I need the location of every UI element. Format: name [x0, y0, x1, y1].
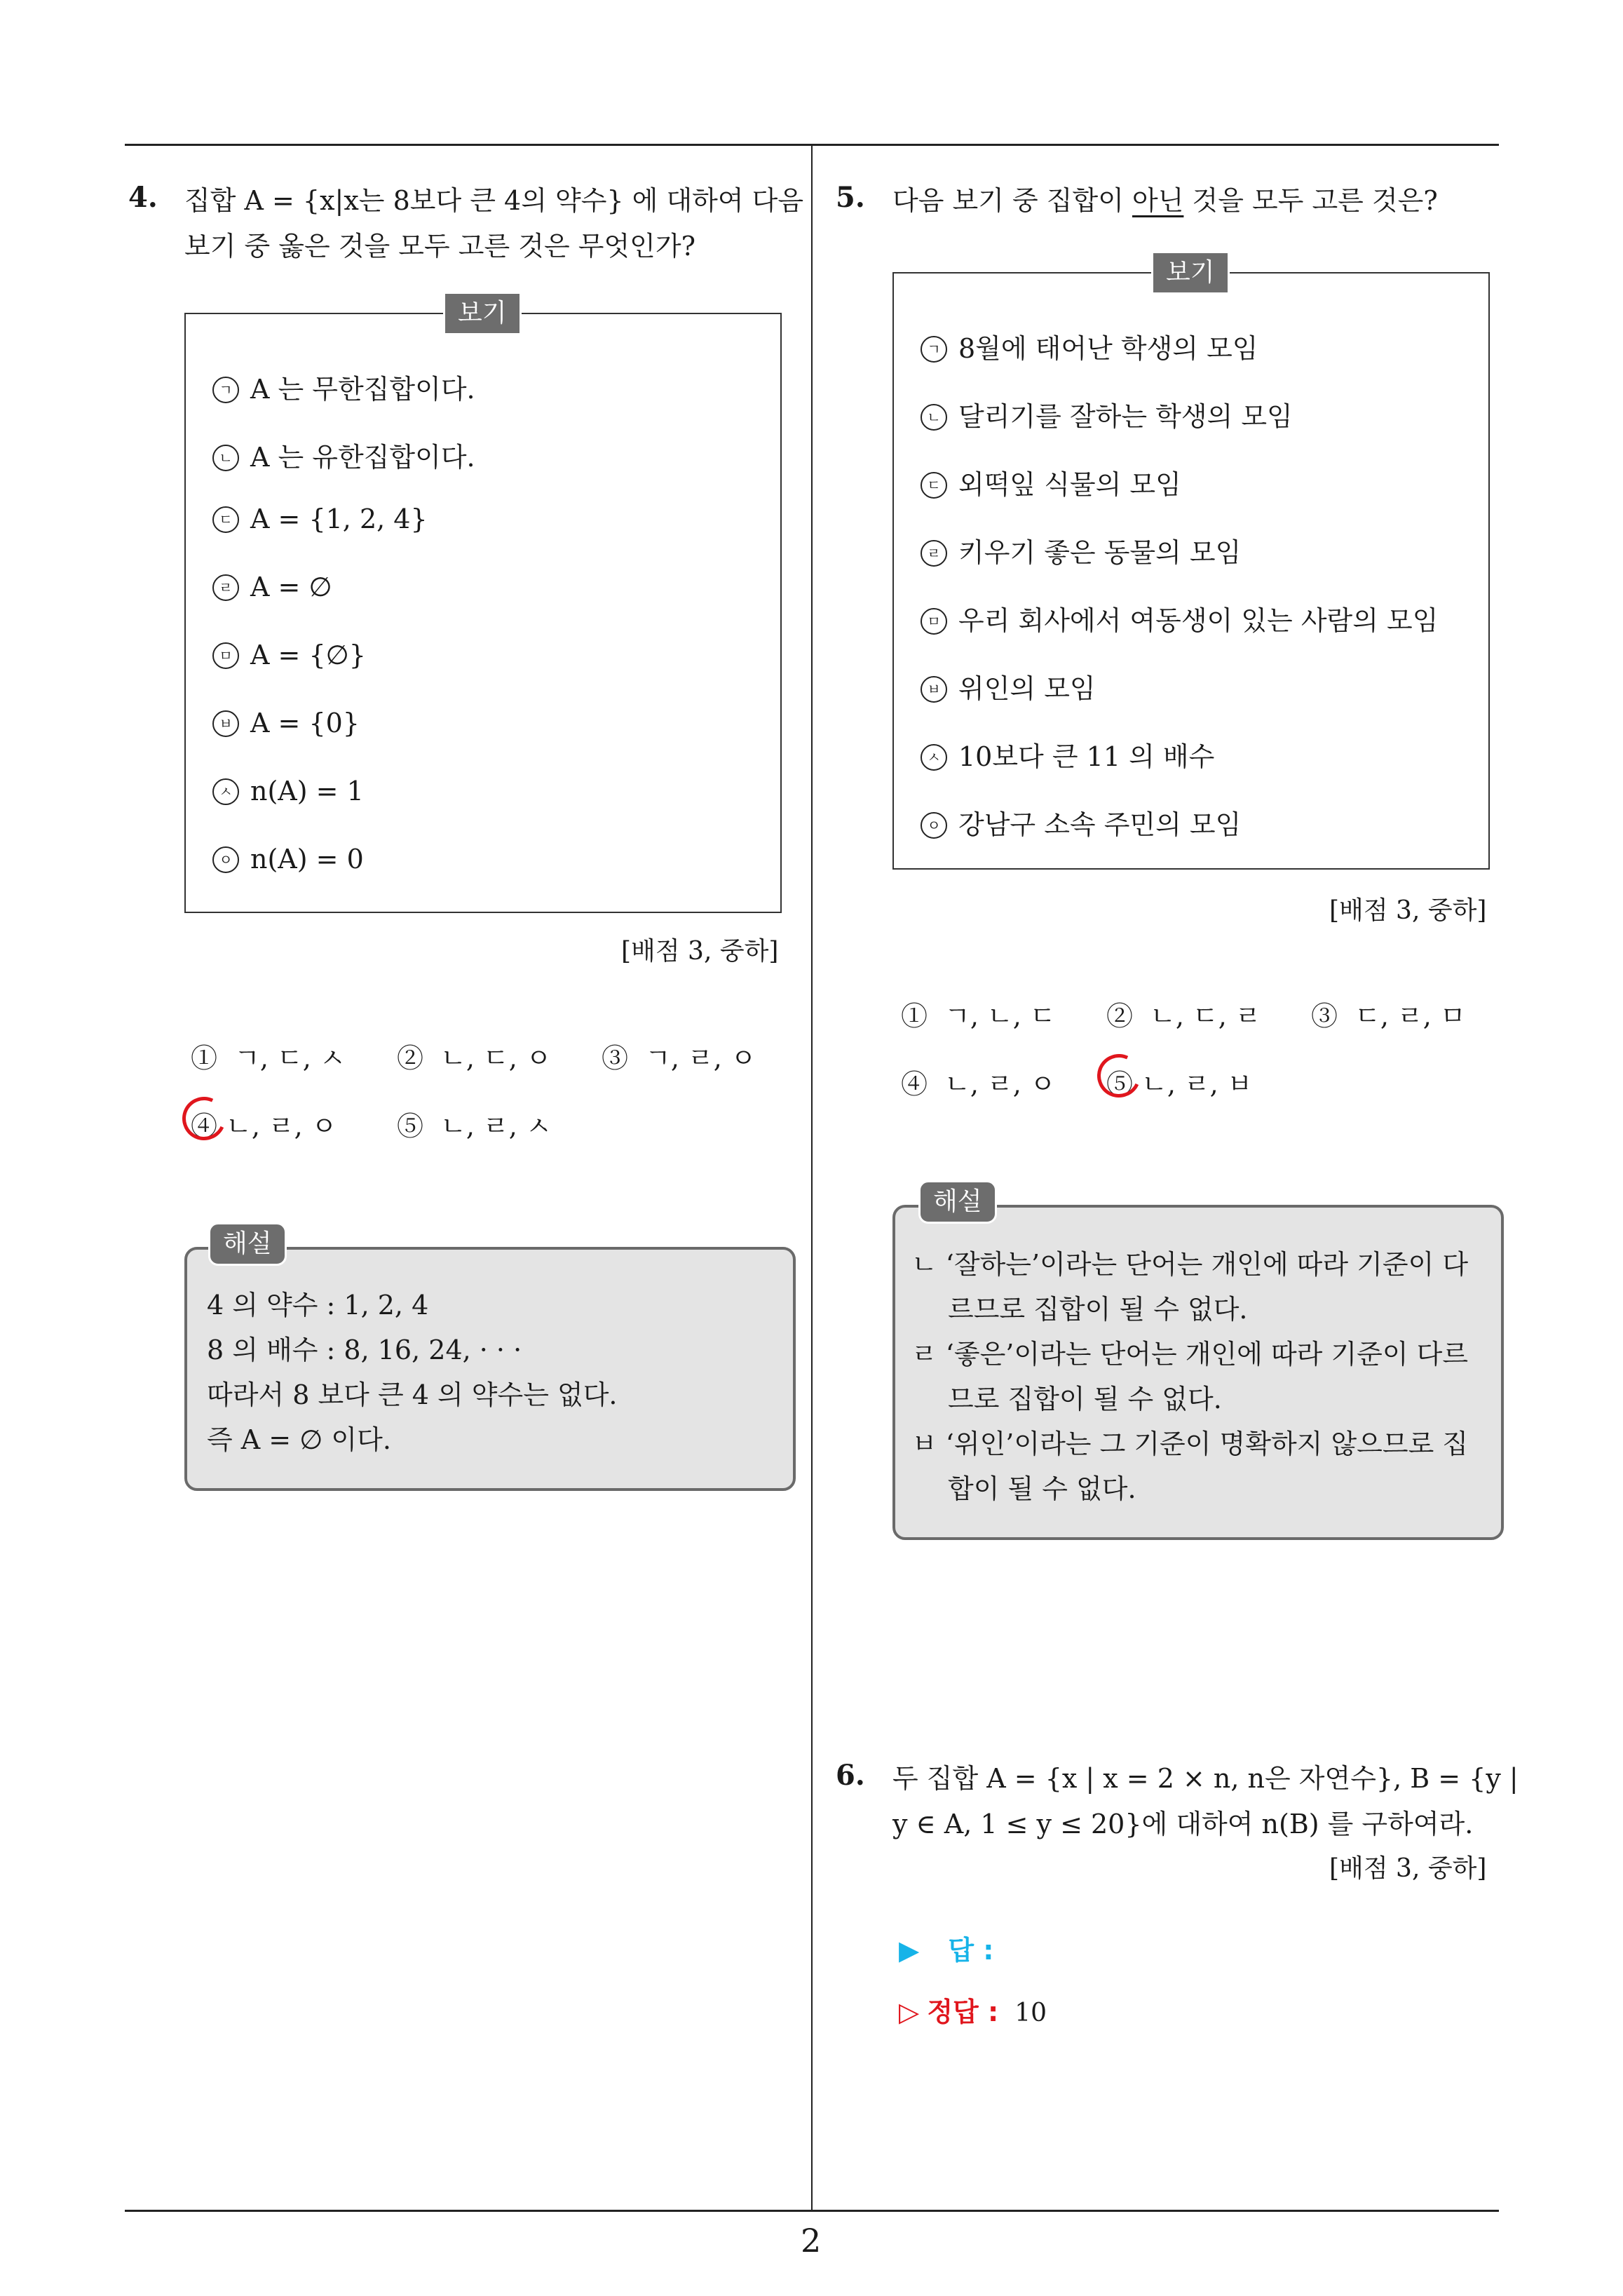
item-text: 우리 회사에서 여동생이 있는 사람의 모임: [958, 605, 1439, 636]
choice-number: ②: [397, 1043, 424, 1074]
q5-explanation-line: ㄹ ‘좋은’이라는 단어는 개인에 따라 기준이 다르: [911, 1339, 1469, 1370]
q5-example-item: [921, 803, 1241, 842]
item-mark: ㅅ: [212, 778, 239, 805]
page-number: 2: [801, 2222, 822, 2260]
q5-example-item: [921, 599, 1438, 637]
choice-number: ①: [191, 1043, 218, 1074]
item-text: 달리기를 잘하는 학생의 모임: [958, 401, 1293, 432]
choice-text: ㄷ, ㄹ, ㅁ: [1354, 1001, 1466, 1032]
q5-text: [892, 177, 1438, 224]
item-mark: ㅁ: [921, 608, 947, 635]
q5-explanation-tag: 해설: [918, 1180, 997, 1224]
q5-text-underlined: 아닌: [1132, 185, 1184, 216]
q6-correct-answer-row: [899, 1990, 1047, 2029]
q4-example-item: [212, 572, 332, 603]
item-text: A 는 무한집합이다.: [250, 374, 475, 405]
q4-text-line2: 보기 중 옳은 것을 모두 고른 것은 무엇인가?: [184, 231, 695, 262]
choice-text: ㄴ, ㄹ, ㅂ: [1141, 1069, 1253, 1100]
item-mark: ㄱ: [921, 336, 947, 363]
q6-text-line2: y ∈ A, 1 ≤ y ≤ 20}에 대하여 n(B) 를 구하여라.: [892, 1809, 1474, 1839]
q4-example-item: [212, 708, 360, 739]
q4-example-item: [212, 640, 366, 671]
choice-text: ㄱ, ㄴ, ㄷ: [944, 1001, 1056, 1032]
q4-example-tag: 보기: [443, 292, 522, 335]
choice-text: ㄱ, ㄷ, ㅅ: [234, 1043, 346, 1074]
q4-choice-2[interactable]: [397, 1036, 552, 1075]
item-mark: ㄹ: [921, 540, 947, 567]
q4-text-line1: 집합 A = {x|x는 8보다 큰 4의 약수} 에 대하여 다음: [184, 185, 804, 216]
play-arrow-icon: ▶: [899, 1935, 920, 1966]
item-text: A = ∅: [250, 572, 332, 602]
item-mark: ㅂ: [921, 676, 947, 703]
q5-example-item: [921, 327, 1258, 365]
q5-choice-2[interactable]: [1106, 994, 1261, 1033]
item-mark: ㅇ: [212, 846, 239, 873]
q5-example-item: [921, 463, 1181, 501]
q5-text-pre: 다음 보기 중 집합이: [892, 185, 1132, 216]
item-mark: ㄴ: [921, 404, 947, 431]
item-text: 강남구 소속 주민의 모임: [958, 809, 1242, 840]
choice-text: ㄴ, ㄷ, ㄹ: [1150, 1001, 1261, 1032]
bottom-rule: [125, 2210, 1499, 2212]
q5-example-item: [921, 667, 1096, 705]
q5-text-post: 것을 모두 고른 것은?: [1183, 185, 1438, 216]
choice-number: ⑤: [397, 1111, 424, 1142]
item-mark: ㅂ: [212, 710, 239, 737]
choice-number: ④: [901, 1069, 928, 1100]
q4-number: 4.: [128, 181, 158, 214]
q5-example-item: [921, 531, 1241, 569]
item-text: 키우기 좋은 동물의 모임: [958, 537, 1242, 568]
item-text: n(A) = 1: [250, 776, 364, 806]
q4-example-item: [212, 776, 364, 807]
item-text: 위인의 모임: [958, 673, 1096, 704]
choice-text: ㄴ, ㄹ, ㅅ: [440, 1111, 552, 1142]
answer-label: 답 :: [948, 1935, 994, 1966]
item-text: A = {0}: [250, 708, 360, 738]
choice-number: ②: [1106, 1001, 1134, 1032]
q4-explanation-line: 4 의 약수 : 1, 2, 4: [207, 1290, 429, 1321]
q4-explanation-tag: 해설: [208, 1222, 287, 1266]
q4-explanation-line: 즉 A = ∅ 이다.: [207, 1424, 391, 1455]
q4-example-item: [212, 844, 364, 875]
q5-choice-1[interactable]: [901, 994, 1056, 1033]
choice-number: ③: [602, 1043, 629, 1074]
column-divider: [811, 144, 813, 2211]
q5-explanation-line: ㄴ ‘잘하는’이라는 단어는 개인에 따라 기준이 다: [911, 1249, 1469, 1280]
choice-text: ㄴ, ㄹ, ㅇ: [944, 1069, 1056, 1100]
choice-number: ①: [901, 1001, 928, 1032]
q4-explanation-line: 따라서 8 보다 큰 4 의 약수는 없다.: [207, 1379, 618, 1410]
choice-text: ㄴ, ㄷ, ㅇ: [440, 1043, 552, 1074]
item-text: 외떡잎 식물의 모임: [958, 469, 1181, 500]
correct-answer-label: 정답 :: [927, 1997, 999, 2027]
q6-number: 6.: [836, 1759, 865, 1792]
item-text: A = {∅}: [250, 640, 366, 670]
q5-number: 5.: [836, 181, 865, 214]
item-text: 10보다 큰 11 의 배수: [958, 741, 1215, 772]
q5-explanation-line: ㅂ ‘위인’이라는 그 기준이 명확하지 않으므로 집: [911, 1429, 1469, 1459]
q5-explanation-line: 므로 집합이 될 수 없다.: [948, 1384, 1222, 1414]
item-mark: ㄷ: [921, 472, 947, 499]
q4-example-item: [212, 435, 475, 474]
q6-score: [배점 3, 중하]: [1329, 1854, 1487, 1883]
item-mark: ㅁ: [212, 642, 239, 669]
q4-score: [배점 3, 중하]: [621, 937, 779, 966]
choice-number: ④: [191, 1111, 218, 1142]
choice-number: ③: [1311, 1001, 1338, 1032]
q5-example-item: [921, 735, 1214, 774]
q5-choice-3[interactable]: [1311, 994, 1466, 1033]
q5-example-item: [921, 395, 1293, 433]
q5-explanation-line: 르므로 집합이 될 수 없다.: [948, 1294, 1248, 1325]
q4-choice-1[interactable]: [191, 1036, 346, 1075]
item-mark: ㅅ: [921, 744, 947, 771]
item-text: A 는 유한집합이다.: [250, 442, 475, 473]
item-text: A = {1, 2, 4}: [250, 504, 428, 534]
q4-example-item: [212, 504, 428, 535]
item-mark: ㄱ: [212, 377, 239, 403]
q5-score: [배점 3, 중하]: [1329, 896, 1487, 925]
choice-text: ㄴ, ㄹ, ㅇ: [226, 1111, 337, 1142]
outline-arrow-icon: ▷: [899, 1997, 920, 2027]
item-text: 8월에 태어난 학생의 모임: [958, 333, 1258, 364]
q6-answer-row[interactable]: [899, 1929, 993, 1967]
q5-explanation-line: 합이 될 수 없다.: [948, 1473, 1136, 1504]
item-mark: ㄷ: [212, 506, 239, 533]
q6-text-line1: 두 집합 A = {x | x = 2 × n, n은 자연수}, B = {y |: [892, 1763, 1519, 1794]
q4-choice-5[interactable]: [397, 1105, 552, 1143]
item-text: n(A) = 0: [250, 844, 364, 874]
item-mark: ㄴ: [212, 445, 239, 471]
q5-example-tag: 보기: [1151, 251, 1230, 295]
item-mark: ㄹ: [212, 574, 239, 601]
q4-explanation-line: 8 의 배수 : 8, 16, 24, · · ·: [207, 1335, 522, 1365]
choice-number: ⑤: [1106, 1069, 1134, 1100]
q4-example-item: [212, 367, 475, 406]
item-mark: ㅇ: [921, 812, 947, 839]
choice-text: ㄱ, ㄹ, ㅇ: [645, 1043, 756, 1074]
correct-answer-value: 10: [1014, 1999, 1047, 2027]
q4-choice-3[interactable]: [602, 1036, 756, 1075]
q5-choice-4[interactable]: [901, 1062, 1056, 1101]
